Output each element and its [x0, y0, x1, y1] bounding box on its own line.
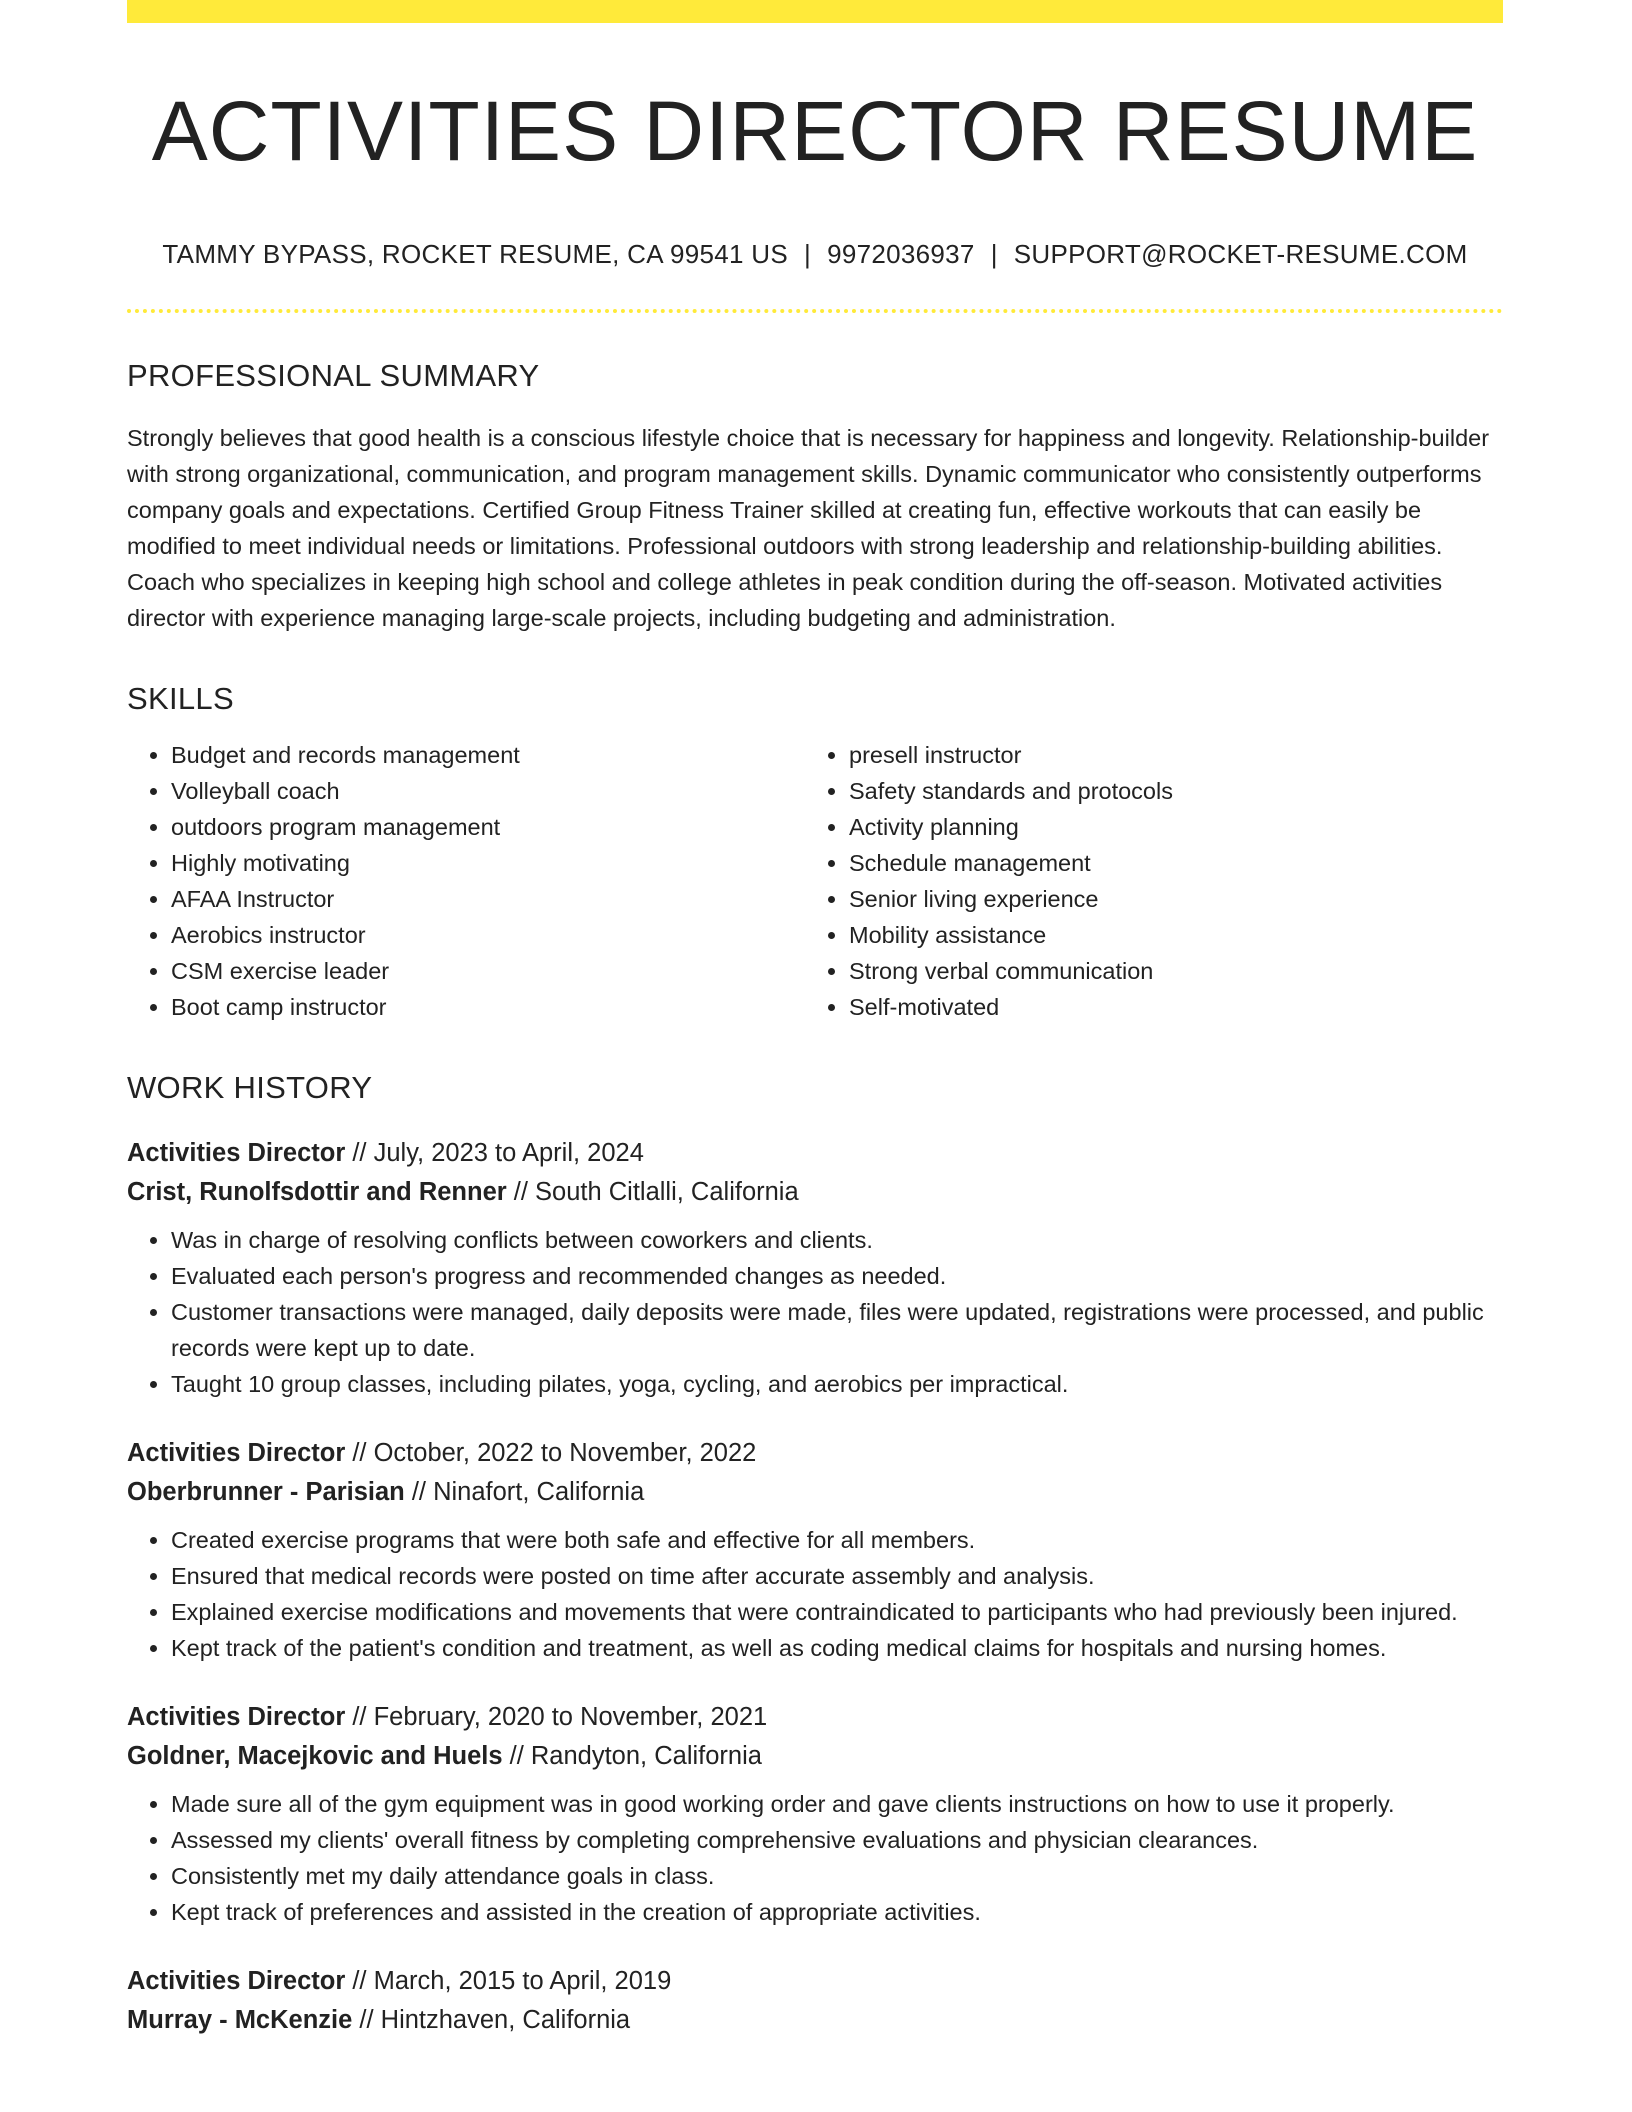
job-separator: //: [404, 1478, 434, 1507]
job-title-line: [127, 1698, 1503, 1737]
job-title-line: [127, 1962, 1503, 2001]
job-bullets: [127, 1786, 1503, 1930]
job-bullets: [127, 1522, 1503, 1666]
skill-item: • Budget and records management: [171, 737, 805, 773]
summary-text: Strongly believes that good health is a conscious lifestyle choice that is necessary for happiness and longevity. Relationship-builder with strong organizational, communication, and program management skills. Dynamic communicator who consistently outperforms company goals and expectations. Certified Group Fitness Trainer skilled at creating fun, effective workouts that can easily be modified to meet individual needs or limitations. Professional outdoors with strong leadership and relationship-building abilities. Coach who specializes in keeping high school and college athletes in peak condition during the off-season. Motivated activities director with experience managing large-scale projects, including budgeting and administration.: [127, 424, 1490, 631]
skill-item: • Strong verbal communication: [849, 953, 1483, 989]
job-bullet: • Taught 10 group classes, including pilates, yoga, cycling, and aerobics per impractical.: [171, 1366, 1503, 1402]
skills-left-list: [127, 737, 805, 1025]
job-title: Activities Director: [127, 1967, 346, 1996]
job-separator: //: [502, 1742, 531, 1771]
skills-heading: SKILLS: [127, 680, 234, 716]
skills-right-list: [805, 737, 1483, 1025]
contact-phone: 9972036937: [827, 239, 975, 270]
job-company: Crist, Runolfsdottir and Renner: [127, 1178, 507, 1207]
resume-page: [127, 0, 1503, 2112]
work-history-heading: WORK HISTORY: [127, 1069, 373, 1105]
skills-grid: [127, 737, 1503, 1025]
job-company-line: [127, 1737, 1503, 1776]
job-location: Hintzhaven, California: [380, 2006, 631, 2035]
skill-item: • Activity planning: [849, 809, 1483, 845]
contact-separator: |: [990, 239, 998, 270]
contact-address: TAMMY BYPASS, ROCKET RESUME, CA 99541 US: [162, 239, 789, 270]
job-dates: March, 2015 to April, 2019: [373, 1967, 672, 1996]
skill-item: • Safety standards and protocols: [849, 773, 1483, 809]
job-bullet: • Created exercise programs that were both safe and effective for all members.: [171, 1522, 1503, 1558]
job-entry: [127, 1962, 1503, 2040]
job-company: Oberbrunner - Parisian: [127, 1478, 405, 1507]
skill-item: • Volleyball coach: [171, 773, 805, 809]
contact-separator: |: [804, 239, 812, 270]
job-entry: [127, 1434, 1503, 1666]
job-title: Activities Director: [127, 1703, 346, 1732]
skill-item: • Aerobics instructor: [171, 917, 805, 953]
skill-item: • AFAA Instructor: [171, 881, 805, 917]
job-dates: October, 2022 to November, 2022: [373, 1439, 757, 1468]
job-dates: July, 2023 to April, 2024: [373, 1139, 644, 1168]
job-company-line: [127, 2001, 1503, 2040]
job-dates: February, 2020 to November, 2021: [373, 1703, 768, 1732]
job-entry: [127, 1698, 1503, 1930]
job-separator: //: [345, 1967, 374, 1996]
skill-item: • presell instructor: [849, 737, 1483, 773]
job-location: South Citlalli, California: [535, 1178, 799, 1207]
dotted-divider: [127, 309, 1503, 313]
job-bullet: • Assessed my clients' overall fitness by completing comprehensive evaluations and physician clearances.: [171, 1822, 1503, 1858]
job-separator: //: [506, 1178, 536, 1207]
job-bullet: • Evaluated each person's progress and recommended changes as needed.: [171, 1258, 1503, 1294]
job-title-line: [127, 1434, 1503, 1473]
job-bullet: • Was in charge of resolving conflicts between coworkers and clients.: [171, 1222, 1503, 1258]
job-bullet: • Explained exercise modifications and movements that were contraindicated to participants who had previously been injured.: [171, 1594, 1503, 1630]
job-company: Murray - McKenzie: [127, 2006, 353, 2035]
job-bullet: • Kept track of preferences and assisted in the creation of appropriate activities.: [171, 1894, 1503, 1930]
job-company: Goldner, Macejkovic and Huels: [127, 1742, 503, 1771]
summary-heading: PROFESSIONAL SUMMARY: [127, 357, 540, 393]
job-title: Activities Director: [127, 1439, 346, 1468]
top-accent-bar: [127, 0, 1503, 23]
job-bullets: [127, 1222, 1503, 1402]
job-separator: //: [345, 1703, 374, 1732]
job-title-line: [127, 1134, 1503, 1173]
skill-item: • Boot camp instructor: [171, 989, 805, 1025]
resume-title: ACTIVITIES DIRECTOR RESUME: [151, 84, 1479, 178]
job-entry: [127, 1134, 1503, 1402]
contact-email: SUPPORT@ROCKET-RESUME.COM: [1013, 239, 1468, 270]
job-title: Activities Director: [127, 1139, 346, 1168]
job-separator: //: [345, 1439, 374, 1468]
job-company-line: [127, 1173, 1503, 1212]
job-bullet: • Customer transactions were managed, daily deposits were made, files were updated, registrations were processed, and public records were kept up to date.: [171, 1294, 1503, 1366]
job-separator: //: [345, 1139, 374, 1168]
job-location: Randyton, California: [530, 1742, 762, 1771]
job-bullet: • Consistently met my daily attendance goals in class.: [171, 1858, 1503, 1894]
job-bullet: • Ensured that medical records were posted on time after accurate assembly and analysis.: [171, 1558, 1503, 1594]
skill-item: • outdoors program management: [171, 809, 805, 845]
job-bullet: • Made sure all of the gym equipment was in good working order and gave clients instructions on how to use it properly.: [171, 1786, 1503, 1822]
skill-item: • Senior living experience: [849, 881, 1483, 917]
skill-item: • Schedule management: [849, 845, 1483, 881]
contact-line: [127, 239, 1503, 270]
skill-item: • Highly motivating: [171, 845, 805, 881]
skill-item: • CSM exercise leader: [171, 953, 805, 989]
job-bullet: • Kept track of the patient's condition and treatment, as well as coding medical claims for hospitals and nursing homes.: [171, 1630, 1503, 1666]
skill-item: • Self-motivated: [849, 989, 1483, 1025]
job-location: Ninafort, California: [433, 1478, 645, 1507]
job-company-line: [127, 1473, 1503, 1512]
skill-item: • Mobility assistance: [849, 917, 1483, 953]
job-separator: //: [352, 2006, 381, 2035]
